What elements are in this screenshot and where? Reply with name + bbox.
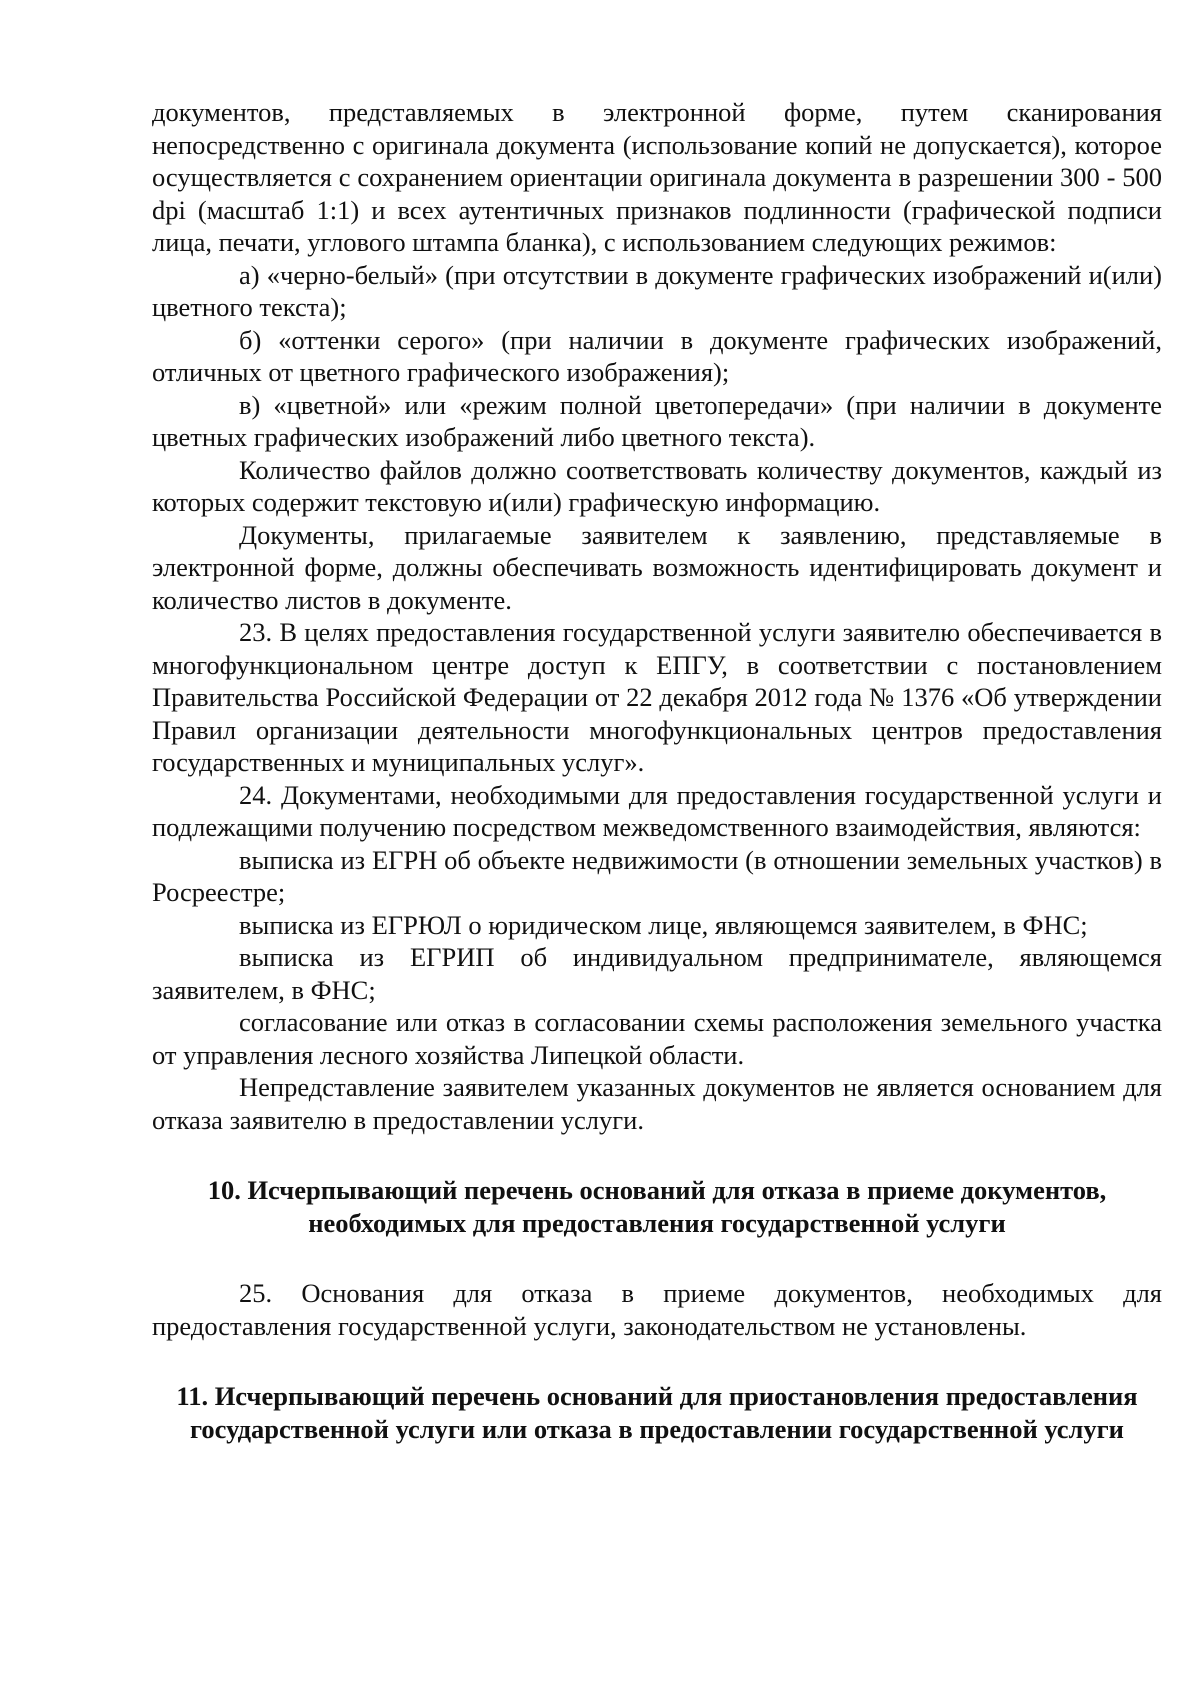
section-10-heading: 10. Исчерпывающий перечень оснований для отказа в приеме документов, необходимых для предоставления государственной услуги	[207, 1175, 1107, 1238]
paragraph-egrip-extract: выписка из ЕГРИП об индивидуальном предпринимателе, являющемся заявителем, в ФНС;	[152, 942, 1162, 1005]
paragraph-file-count: Количество файлов должно соответствовать количеству документов, каждый из которых содержит текстовую и(или) графическую информацию.	[152, 454, 1162, 517]
paragraph-egrul-extract: выписка из ЕГРЮЛ о юридическом лице, являющемся заявителем, в ФНС;	[239, 909, 1088, 940]
document-page	[152, 96, 1162, 1445]
section-11-heading: 11. Исчерпывающий перечень оснований для приостановления предоставления государственной услуги или отказа в предоставлении государственной услуги	[176, 1381, 1138, 1444]
paragraph-mode-grayscale: б) «оттенки серого» (при наличии в документе графических изображений, отличных от цветного графического изображения);	[152, 324, 1162, 387]
paragraph-mode-black-white: а) «черно-белый» (при отсутствии в документе графических изображений и(или) цветного текста);	[152, 259, 1162, 322]
paragraph-non-submission: Непредставление заявителем указанных документов не является основанием для отказа заявителю в предоставлении услуги.	[152, 1072, 1162, 1135]
paragraph-24: 24. Документами, необходимыми для предоставления государственной услуги и подлежащими получению посредством межведомственного взаимодействия, являются:	[152, 779, 1162, 842]
paragraph-25: 25. Основания для отказа в приеме документов, необходимых для предоставления государственной услуги, законодательством не установлены.	[152, 1278, 1162, 1341]
paragraph-scanning-requirements: документов, представляемых в электронной форме, путем сканирования непосредственно с оригинала документа (использование копий не допускается), которое осуществляется с сохранением ориентации оригинала документа в разрешении 300 - 500 dpi (масштаб 1:1) и всех аутентичных признаков подлинности (графической подписи лица, печати, углового штампа бланка), с использованием следующих режимов:	[152, 97, 1162, 257]
paragraph-egrn-extract: выписка из ЕГРН об объекте недвижимости (в отношении земельных участков) в Росреестре;	[152, 844, 1162, 907]
paragraph-mode-color: в) «цветной» или «режим полной цветопередачи» (при наличии в документе цветных графических изображений либо цветного текста).	[152, 389, 1162, 452]
paragraph-attached-documents: Документы, прилагаемые заявителем к заявлению, представляемые в электронной форме, должны обеспечивать возможность идентифицировать документ и количество листов в документе.	[152, 519, 1162, 615]
paragraph-forestry-approval: согласование или отказ в согласовании схемы расположения земельного участка от управления лесного хозяйства Липецкой области.	[152, 1007, 1162, 1070]
paragraph-23: 23. В целях предоставления государственной услуги заявителю обеспечивается в многофункциональном центре доступ к ЕПГУ, в соответствии с постановлением Правительства Российской Федерации от 22 декабря 2012 года № 1376 «Об утверждении Правил организации деятельности многофункциональных центров предоставления государственных и муниципальных услуг».	[152, 617, 1162, 777]
